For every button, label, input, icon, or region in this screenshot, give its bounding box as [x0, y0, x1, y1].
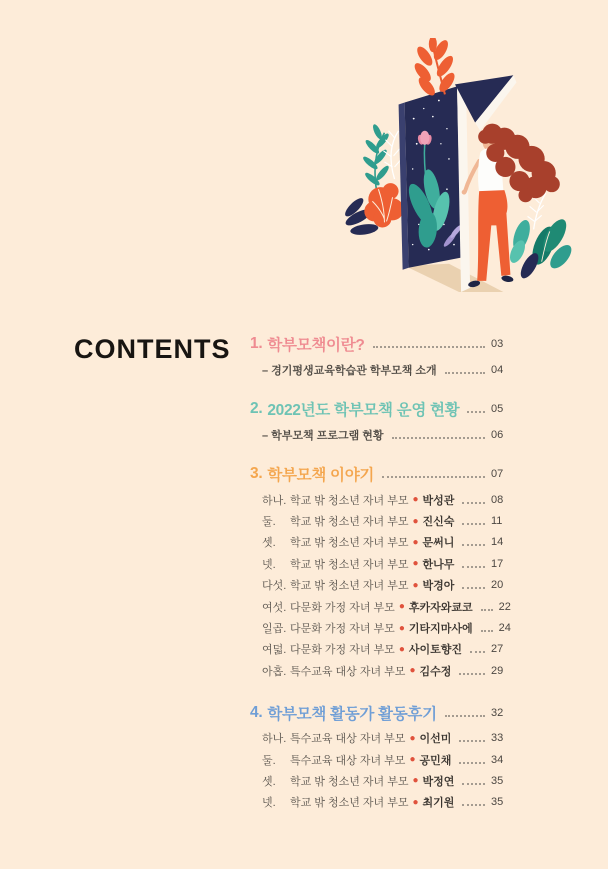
entry-ordinal: 넷.: [262, 797, 276, 810]
entry-ordinal: 일곱.: [262, 623, 287, 636]
dotted-leader: [445, 372, 485, 374]
contents-title: CONTENTS: [74, 334, 231, 364]
dotted-leader: [462, 523, 485, 525]
section-header: [250, 463, 513, 485]
page-number: 14: [491, 536, 504, 549]
entry-ordinal: 넷.: [262, 558, 276, 571]
dotted-leader: [392, 437, 485, 439]
entry-name: 기타지마사에: [408, 623, 473, 636]
entry-ordinal: 여섯.: [262, 601, 287, 614]
entry-name: 공민채: [419, 754, 452, 767]
entry-desc: 학교 밖 청소년 자녀 부모: [290, 558, 409, 571]
section-header: [250, 398, 513, 420]
dotted-leader: [462, 566, 485, 568]
dotted-leader: [459, 762, 485, 764]
page-number: 03: [491, 338, 504, 350]
entry-desc: 다문화 가정 자녀 부모: [290, 601, 395, 614]
entry-name: 문써니: [422, 537, 455, 550]
entry-ordinal: 다섯.: [262, 580, 287, 593]
entry-bullet-icon: ●: [398, 622, 405, 634]
entry-name: 박정연: [422, 775, 455, 788]
entry-bullet-icon: ●: [412, 796, 419, 808]
toc-entry: [250, 770, 513, 791]
entry-bullet-icon: ●: [409, 754, 416, 766]
subentry-label: – 학부모책 프로그램 현황: [262, 429, 384, 442]
dotted-leader: [467, 411, 485, 413]
entry-ordinal: 아홉.: [262, 665, 287, 678]
section-title: 학부모책이란?: [267, 337, 365, 354]
entry-desc: 학교 밖 청소년 자녀 부모: [290, 537, 409, 550]
entry-name: 후카자와쿄코: [408, 601, 473, 614]
section-number: 1.: [250, 335, 263, 352]
page-number: 07: [491, 468, 504, 480]
woman-pants: [477, 190, 510, 281]
section-title: 학부모책 활동가 활동후기: [267, 705, 437, 723]
dotted-leader: [382, 476, 485, 478]
entry-desc: 다문화 가정 자녀 부모: [290, 623, 395, 636]
section-header: [250, 333, 513, 355]
dotted-leader: [459, 673, 485, 675]
dotted-leader: [462, 587, 485, 589]
dotted-leader: [462, 502, 485, 504]
entry-name: 김수정: [419, 665, 452, 678]
left-plants: [342, 123, 403, 236]
woman-shoe: [501, 275, 514, 283]
page-number: 24: [498, 622, 511, 635]
dotted-leader: [481, 609, 493, 611]
toc-entry: [250, 596, 513, 617]
entry-desc: 학교 밖 청소년 자녀 부모: [290, 797, 409, 810]
entry-desc: 학교 밖 청소년 자녀 부모: [290, 494, 409, 507]
entry-bullet-icon: ●: [412, 579, 419, 591]
page-number: 29: [491, 664, 504, 677]
section-items: [250, 728, 513, 814]
entry-name: 진신숙: [422, 516, 455, 529]
toc-section-2: [250, 398, 513, 443]
page-number: 34: [491, 753, 504, 766]
toc-entry: [250, 617, 513, 638]
entry-name: 사이토향진: [408, 644, 462, 657]
entry-name: 박성관: [422, 494, 455, 507]
entry-ordinal: 하나.: [262, 494, 287, 507]
woman-figure: [462, 124, 560, 288]
entry-bullet-icon: ●: [412, 775, 419, 787]
entry-bullet-icon: ●: [412, 536, 419, 548]
dotted-leader: [470, 651, 485, 653]
book-door-illustration: [328, 38, 580, 300]
entry-name: 한나무: [422, 558, 455, 571]
dotted-leader: [462, 783, 485, 785]
entry-bullet-icon: ●: [398, 601, 405, 613]
dotted-leader: [373, 346, 485, 348]
entry-desc: 특수교육 대상 자녀 부모: [290, 754, 406, 767]
dotted-leader: [445, 715, 485, 717]
section-number: 3.: [250, 465, 263, 482]
toc-subentry: [250, 426, 513, 443]
entry-name: 박경아: [422, 580, 455, 593]
section-number: 2.: [250, 400, 263, 417]
dotted-leader: [459, 740, 485, 742]
entry-ordinal: 하나.: [262, 733, 287, 746]
entry-bullet-icon: ●: [412, 558, 419, 570]
dotted-leader: [481, 630, 493, 632]
entry-ordinal: 여덟.: [262, 644, 287, 657]
section-header: [250, 702, 513, 724]
toc-entry: [250, 510, 513, 531]
toc-entry: [250, 553, 513, 574]
page-number: 35: [491, 774, 504, 787]
entry-ordinal: 셋.: [262, 775, 276, 788]
toc-list: [250, 333, 513, 833]
toc-section-3: [250, 463, 513, 682]
entry-name: 최기원: [422, 797, 455, 810]
toc-entry: [250, 792, 513, 813]
section-title: 2022년도 학부모책 운영 현황: [267, 402, 460, 419]
entry-desc: 학교 밖 청소년 자녀 부모: [290, 580, 409, 593]
page-number: 32: [491, 706, 504, 719]
toc-entry: [250, 749, 513, 770]
toc-entry: [250, 532, 513, 553]
section-title: 학부모책 이야기: [267, 467, 375, 484]
dotted-leader: [462, 804, 485, 806]
entry-name: 이선미: [419, 733, 452, 746]
page-number: 05: [491, 403, 504, 415]
floor-shadow: [405, 264, 504, 292]
entry-bullet-icon: ●: [409, 665, 416, 677]
page-number: 04: [491, 363, 504, 376]
page-number: 08: [491, 493, 504, 506]
page-number: 20: [491, 579, 504, 592]
entry-ordinal: 셋.: [262, 537, 276, 550]
entry-ordinal: 둘.: [262, 516, 276, 529]
section-items: [250, 489, 513, 682]
entry-bullet-icon: ●: [409, 732, 416, 744]
toc-entry: [250, 639, 513, 660]
entry-desc: 학교 밖 청소년 자녀 부모: [290, 775, 409, 788]
toc-entry: [250, 575, 513, 596]
entry-bullet-icon: ●: [412, 515, 419, 527]
toc-entry: [250, 489, 513, 510]
page-number: 06: [491, 428, 504, 441]
page-number: 11: [491, 515, 503, 528]
entry-bullet-icon: ●: [412, 494, 419, 506]
subentry-label: – 경기평생교육학습관 학부모책 소개: [262, 364, 437, 377]
page-number: 17: [491, 557, 504, 570]
entry-bullet-icon: ●: [398, 643, 405, 655]
page-number: 35: [491, 796, 504, 809]
entry-desc: 특수교육 대상 자녀 부모: [290, 733, 406, 746]
section-number: 4.: [250, 703, 263, 721]
entry-desc: 특수교육 대상 자녀 부모: [290, 665, 406, 678]
right-plants: [507, 193, 575, 281]
page-number: 22: [498, 600, 511, 613]
toc-subentry: [250, 361, 513, 378]
toc-entry: [250, 660, 513, 681]
page-number: 33: [491, 732, 504, 745]
page-number: 27: [491, 643, 504, 656]
dotted-leader: [462, 544, 485, 546]
toc-entry: [250, 728, 513, 749]
entry-desc: 다문화 가정 자녀 부모: [290, 644, 395, 657]
entry-ordinal: 둘.: [262, 754, 276, 767]
toc-section-4: [250, 702, 513, 814]
entry-desc: 학교 밖 청소년 자녀 부모: [290, 516, 409, 529]
toc-section-1: [250, 333, 513, 378]
